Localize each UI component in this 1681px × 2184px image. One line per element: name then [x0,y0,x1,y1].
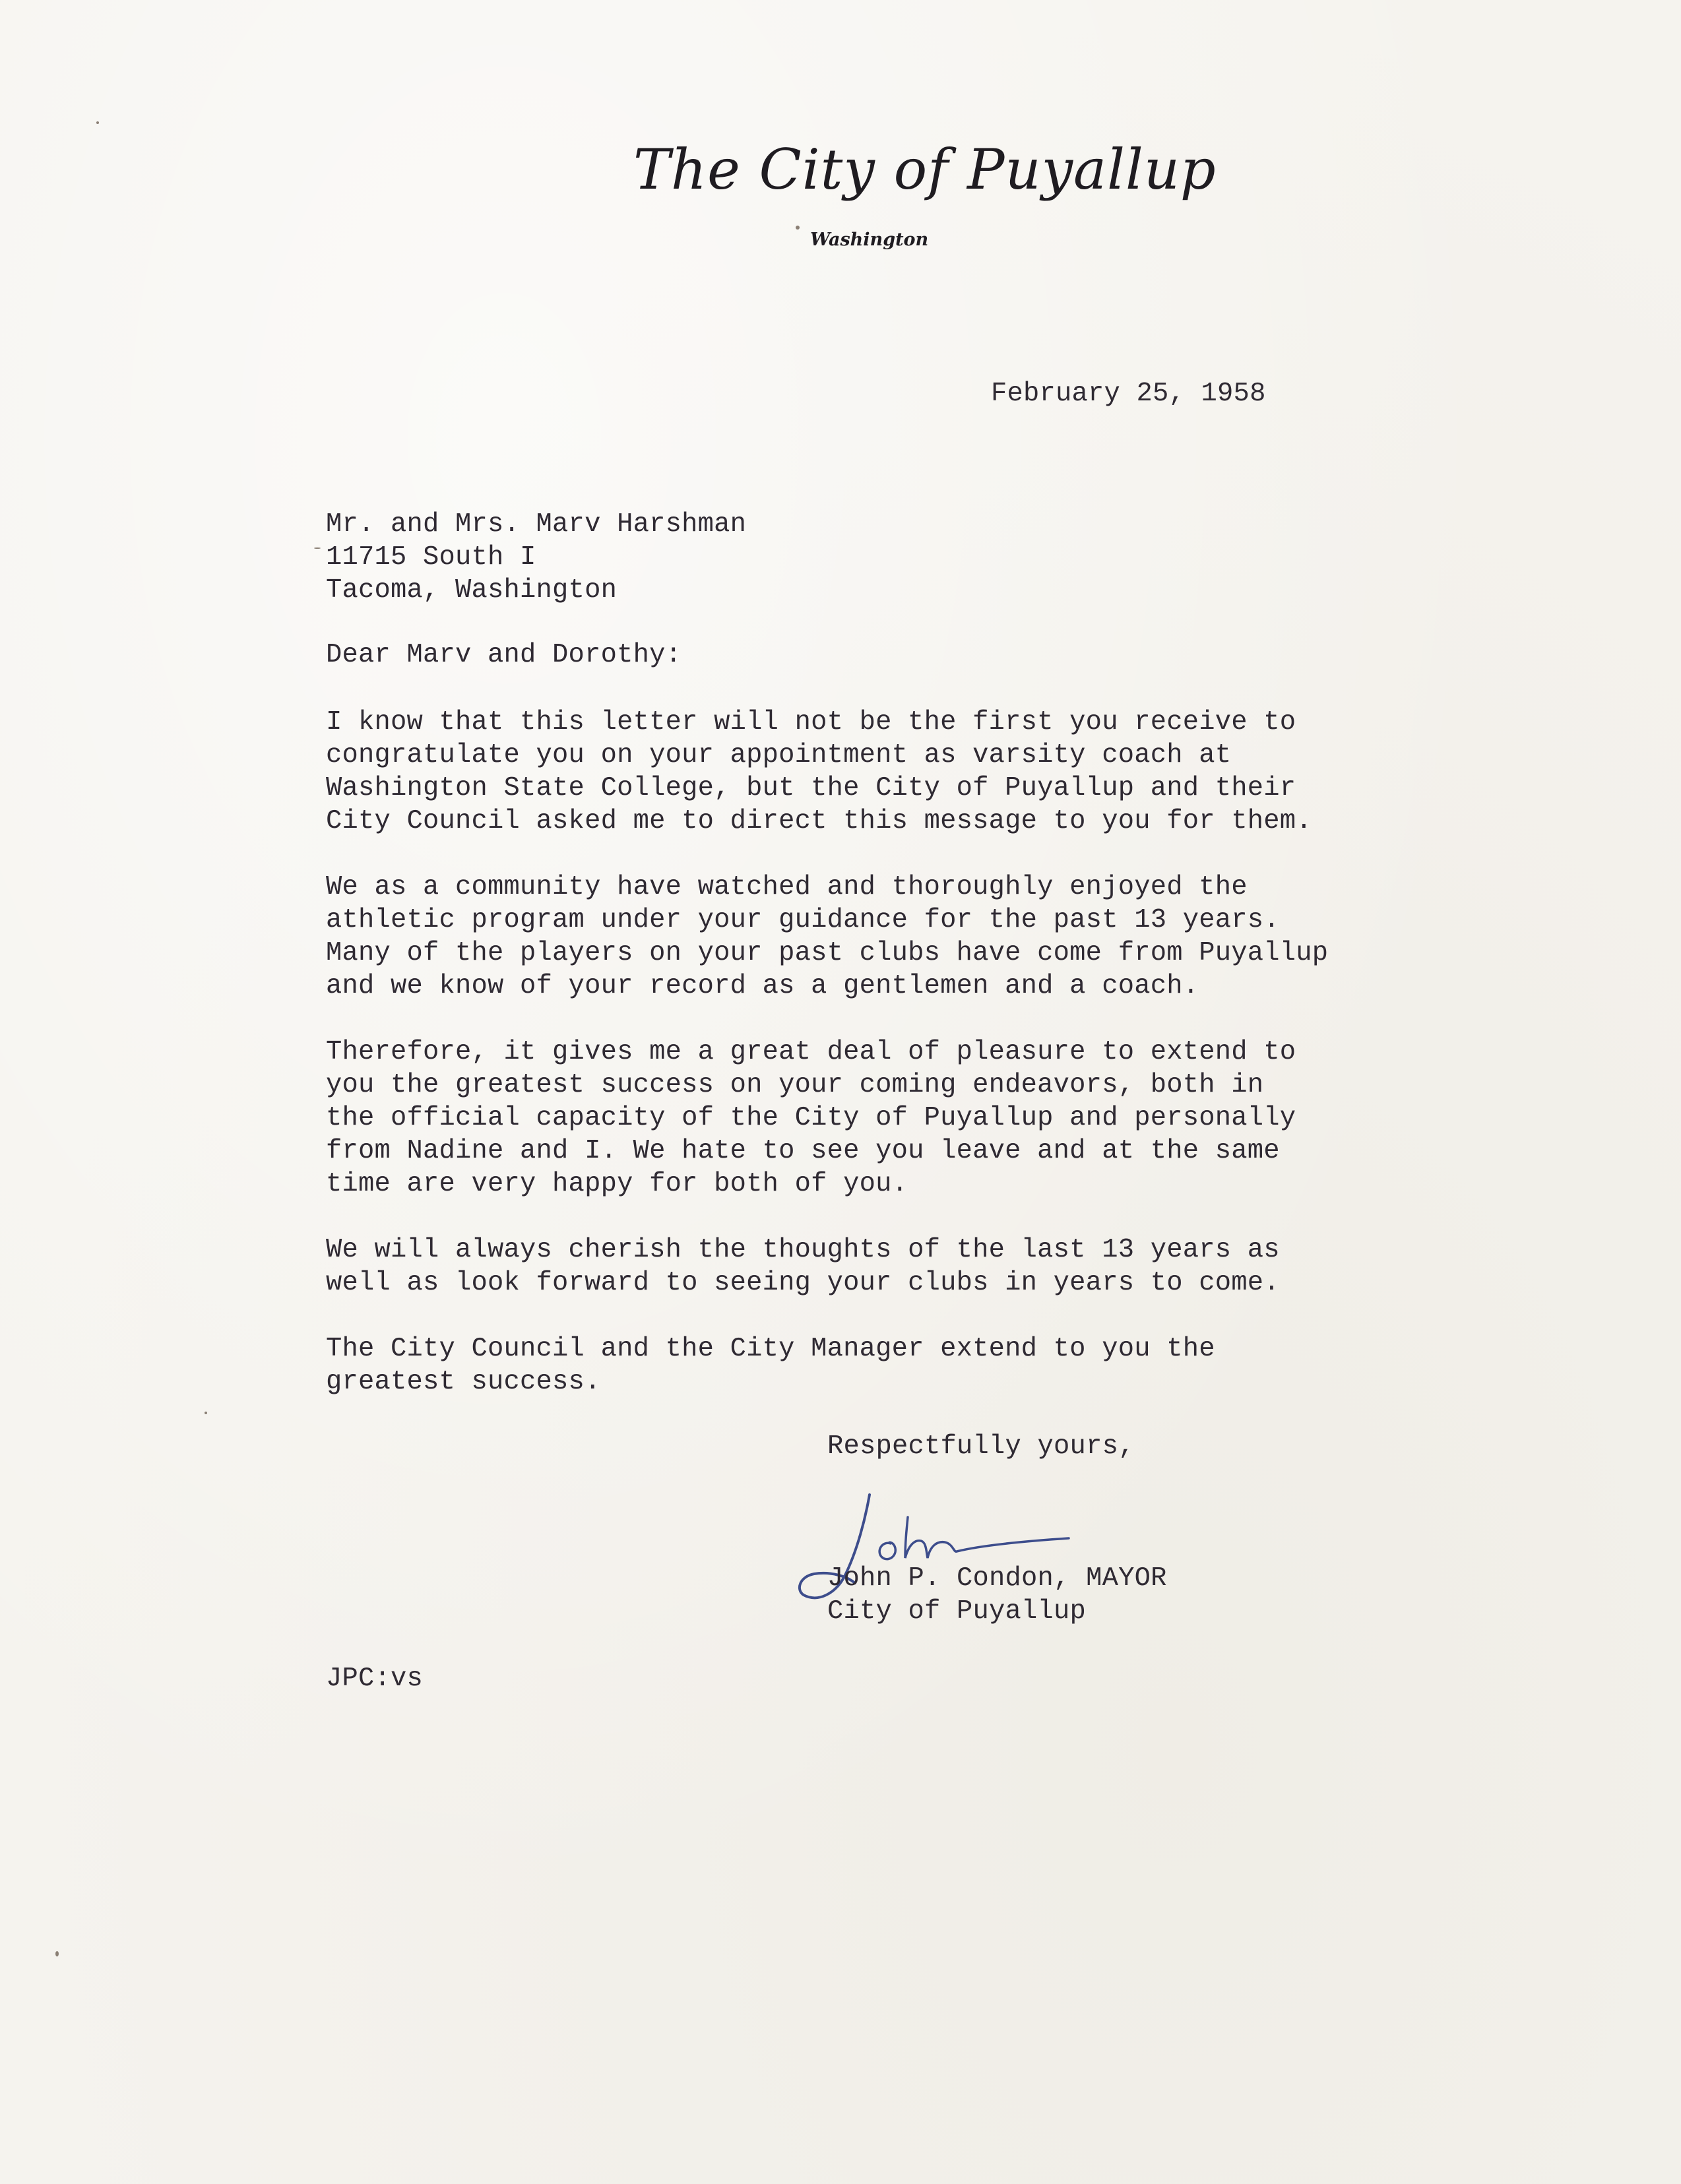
body-line: Washington State College, but the City of Puyallup and their [326,773,1296,803]
body-paragraph-3 [326,1036,1296,1201]
paper-speck [796,226,800,230]
body-paragraph-5 [326,1332,1215,1398]
body-paragraph-2 [326,871,1328,1003]
closing: Respectfully yours, [827,1431,1135,1462]
reference-initials: JPC:vs [326,1664,424,1694]
recipient-address [326,508,746,607]
body-line: The City Council and the City Manager extend to you the [326,1334,1215,1364]
signer-org: City of Puyallup [827,1596,1087,1627]
recipient-line: Mr. and Mrs. Marv Harshman [326,509,747,540]
paper-speck [96,121,99,124]
letterhead-title: The City of Puyallup [633,137,1217,202]
recipient-line: 11715 South I [326,542,536,573]
body-line: time are very happy for both of you. [326,1169,908,1199]
body-paragraph-4 [326,1233,1280,1299]
salutation: Dear Marv and Dorothy: [326,640,682,670]
letterhead [633,132,1217,270]
recipient-line: Tacoma, Washington [326,575,618,606]
signer-name: John P. Condon, MAYOR [827,1563,1167,1594]
body-line: you the greatest success on your coming endeavors, both in [326,1070,1264,1100]
body-line: athletic program under your guidance for the past 13 years. [326,905,1280,935]
paper-speck [205,1412,207,1414]
body-line: and we know of your record as a gentlemen and a coach. [326,971,1199,1001]
body-paragraph-1 [326,706,1312,838]
body-line: greatest success. [326,1367,601,1397]
letter-date: February 25, 1958 [991,379,1266,409]
body-line: City Council asked me to direct this message to you for them. [326,806,1312,836]
body-line: Many of the players on your past clubs have come from Puyallup [326,938,1329,968]
body-line: I know that this letter will not be the first you receive to [326,707,1296,737]
body-line: congratulate you on your appointment as varsity coach at [326,740,1232,770]
paper-speck [55,1951,59,1956]
body-line: We will always cherish the thoughts of the last 13 years as [326,1235,1280,1265]
signature-block [827,1562,1167,1628]
body-line: from Nadine and I. We hate to see you leave and at the same [326,1136,1280,1166]
body-line: We as a community have watched and thoroughly enjoyed the [326,872,1248,902]
body-line: well as look forward to seeing your clubs in years to come. [326,1268,1280,1298]
paper-speck [314,547,321,549]
body-line: the official capacity of the City of Puyallup and personally [326,1103,1296,1133]
body-line: Therefore, it gives me a great deal of pleasure to extend to [326,1037,1296,1067]
letterhead-subtitle: Washington [810,230,929,250]
